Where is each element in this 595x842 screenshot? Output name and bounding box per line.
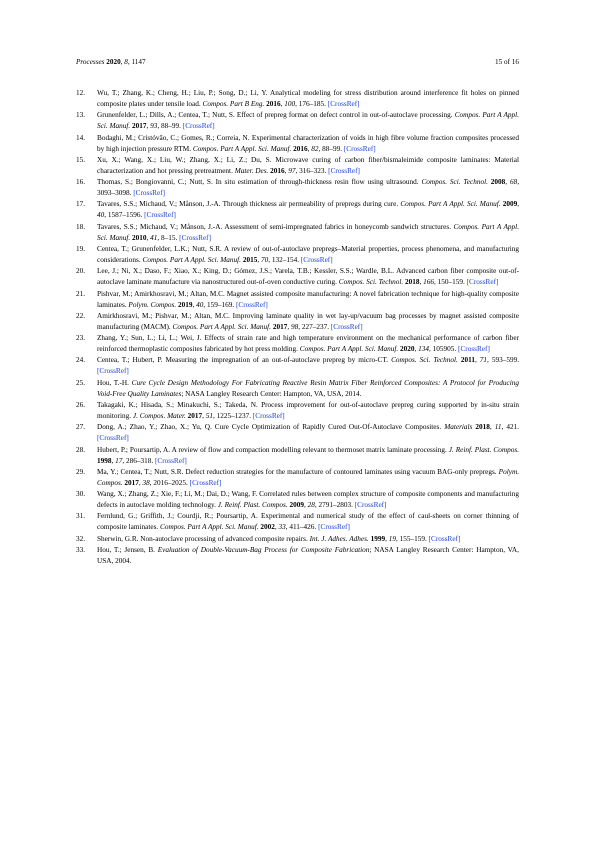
reference-text: Hubert, P.; Poursartip, A. A review of flow and compaction modelling relevant to thermoset matrix laminate processing.: [97, 445, 447, 454]
reference-list: [76, 88, 519, 567]
reference-number: 27.: [76, 423, 86, 432]
reference-volume: 41: [150, 233, 158, 242]
reference-number: 30.: [76, 490, 86, 499]
reference-journal: Compos. Part A Appl. Sci. Manuf.: [97, 111, 519, 131]
reference-journal: Compos. Sci. Technol.: [421, 178, 488, 187]
reference-number: 13.: [76, 111, 86, 120]
reference-text: Pishvar, M.; Amirkhosravi, M.; Altan, M.C. Magnet assisted composite manufacturing: A novel fabrication technique for high-quality composite laminates.: [97, 289, 519, 309]
reference-journal: Compos. Part A Appl. Sci. Manuf.: [142, 256, 241, 265]
reference-text: Tavares, S.S.; Michaud, V.; Månson, J.-A. Assessment of semi-impregnated fabrics in honeycomb sandwich structures.: [97, 222, 452, 231]
reference-year: 2020: [400, 345, 415, 354]
reference-pages: 8–15.: [161, 233, 178, 242]
reference-volume: 100: [284, 100, 296, 109]
reference-number: 14.: [76, 133, 86, 142]
reference-volume: 40: [97, 211, 105, 220]
reference-journal: Compos. Part A Appl. Sci. Manuf.: [299, 345, 399, 354]
reference-text: Xu, X.; Wang, X.; Liu, W.; Zhang, X.; Li, Z.; Du, S. Microwave curing of carbon fiber/bismaleimide composite laminates: Material characterization and hot pressing pretreatment.: [97, 155, 519, 175]
reference-pages: 593–599.: [491, 356, 520, 365]
reference-journal: Compos. Part A Appl. Sci. Manuf.: [400, 200, 501, 209]
reference-pages: 2791–2803.: [318, 501, 353, 510]
reference-year: 2017: [272, 322, 288, 331]
crossref-link[interactable]: [CrossRef]: [235, 300, 268, 309]
crossref-link[interactable]: [CrossRef]: [182, 122, 215, 131]
reference-text: Hou, T.-H.: [97, 378, 129, 387]
reference-item: 27. Dong, A.; Zhao, Y.; Zhao, X.; Yu, Q. Cure Cycle Optimization of Rapidly Cured Out-Of-Autoclave Composites. Materials 2018, 11, 421. [CrossRef]: [76, 423, 520, 443]
reference-item: 12. Wu, T.; Zhang, K.; Cheng, H.; Liu, P.; Song, D.; Li, Y. Analytical modeling for stress distribution around interference fit holes on pinned composite plates under tensile load. Compos. Part B Eng. 2016, 100, 176–185. [CrossRef]: [76, 89, 519, 109]
reference-year: 2016: [266, 100, 281, 109]
reference-year: 2017: [132, 122, 147, 131]
reference-item: 22. Amirkhosravi, M.; Pishvar, M.; Altan, M.C. Improving laminate quality in wet lay-up/vacuum bag processes by magnet assisted composite manufacturing (MACM). Compos. Part A Appl. Sci. Manuf. 2017, 98, 227–237. [CrossRef]: [76, 311, 519, 331]
reference-text: Wang, X.; Zhang, Z.; Xie, F.; Li, M.; Dai, D.; Wang, F. Correlated rules between complex structure of composite components and manufacturing defects in autoclave molding technology.: [97, 490, 519, 510]
reference-item: 23. Zhang, Y.; Sun, L.; Li, L.; Wei, J. Effects of strain rate and high temperature environment on the mechanical performance of carbon fiber reinforced thermoplastic composites fabricated by hot press molding. Compos. Part A Appl. Sci. Manuf. 2020, 134, 105905. [CrossRef]: [76, 334, 519, 354]
reference-publisher: ; NASA Langley Research Center: Hampton, VA, USA, 2004.: [97, 545, 519, 565]
reference-number: 15.: [76, 155, 86, 164]
reference-journal: Polym. Compos.: [97, 467, 520, 487]
reference-item: [76, 378, 519, 400]
reference-volume: 11: [494, 423, 502, 432]
reference-number: 25.: [76, 378, 86, 387]
reference-year: 2018: [404, 278, 420, 287]
reference-item: 24. Centea, T.; Hubert, P. Measuring the impregnation of an out-of-autoclave prepreg by micro-CT. Compos. Sci. Technol. 2011, 71, 593–599. [CrossRef]: [76, 356, 520, 376]
reference-number: 12.: [76, 89, 86, 97]
reference-pages: 150–159.: [437, 278, 465, 287]
crossref-link[interactable]: [CrossRef]: [330, 322, 363, 331]
reference-text: Grunenfelder, L.; Dills, A.; Centea, T.; Nutt, S. Effect of prepreg format on defect control in out-of-autoclave processing.: [97, 111, 453, 120]
reference-journal: J. Reinf. Plast. Compos.: [217, 501, 288, 510]
reference-year: 2017: [124, 478, 139, 487]
reference-item: 26. Takagaki, K.; Hisada, S.; Minakuchi, S.; Takeda, N. Process improvement for out-of-autoclave prepreg curing supported by in-situ strain monitoring. J. Compos. Mater. 2017, 51, 1225–1237. [CrossRef]: [76, 400, 519, 420]
crossref-link[interactable]: [CrossRef]: [327, 100, 360, 109]
crossref-link[interactable]: [CrossRef]: [318, 523, 350, 532]
reference-item: 29. Ma, Y.; Centea, T.; Nutt, S.R. Defect reduction strategies for the manufacture of contoured laminates using vacuum BAG-only prepregs. Polym. Compos. 2017, 38, 2016–2025. [CrossRef]: [76, 467, 520, 487]
reference-publisher: ; NASA Langley Research Center: Hampton, VA, USA, 2014.: [181, 389, 362, 398]
reference-year: 2010: [132, 233, 147, 242]
reference-number: 26.: [76, 400, 86, 409]
reference-year: 2016: [270, 166, 285, 175]
reference-item: 14. Bodaghi, M.; Cristóvão, C.; Gomes, R.; Correia, N. Experimental characterization of voids in high fibre volume fraction composites processed by high injection pressure RTM. Compos. Part A Appl. Sci. Manuf. 2016, 82, 88–99. [CrossRef]: [76, 133, 519, 153]
reference-item: 18. Tavares, S.S.; Michaud, V.; Månson, J.-A. Assessment of semi-impregnated fabrics in honeycomb sandwich structures. Compos. Part A Appl. Sci. Manuf. 2010, 41, 8–15. [CrossRef]: [76, 222, 520, 242]
reference-item: 19. Centea, T.; Grunenfelder, L.K.; Nutt, S.R. A review of out-of-autoclave prepregs–Material properties, process phenomena, and manufacturing considerations. Compos. Part A Appl. Sci. Manuf. 2015, 70, 132–154. [CrossRef]: [76, 244, 519, 265]
crossref-link[interactable]: [CrossRef]: [466, 278, 499, 287]
reference-item: 31. Fernlund, G.; Griffith, J.; Courdji, R.; Poursartip, A. Experimental and numerical study of the effect of caul-sheets on corner thinning of composite laminates. Compos. Part A Appl. Sci. Manuf. 2002, 33, 411–426. [CrossRef]: [76, 512, 519, 532]
reference-pages: 3093–3098.: [97, 189, 132, 198]
reference-year: 2008: [490, 178, 506, 187]
page-number: 15 of 16: [495, 58, 519, 66]
reference-journal: Materials: [444, 423, 473, 432]
reference-volume: 82: [311, 144, 319, 153]
crossref-link[interactable]: [CrossRef]: [252, 411, 285, 420]
reference-number: 22.: [76, 311, 86, 320]
reference-volume: 51: [205, 411, 214, 420]
journal-year: 2020: [106, 58, 121, 66]
reference-item: 32. Sherwin, G.R. Non-autoclave processing of advanced composite repairs. Int. J. Adhes. Adhes. 1999, 19, 155–159. [CrossRef]: [76, 534, 519, 545]
crossref-link[interactable]: [CrossRef]: [458, 345, 490, 354]
reference-number: 23.: [76, 334, 86, 343]
reference-text: Dong, A.; Zhao, Y.; Zhao, X.; Yu, Q. Cure Cycle Optimization of Rapidly Cured Out-Of-Autoclave Composites.: [97, 423, 442, 432]
reference-number: 28.: [76, 445, 86, 454]
reference-pages: 132–154.: [271, 256, 299, 265]
reference-year: 2011: [460, 356, 475, 365]
reference-item: 28. Hubert, P.; Poursartip, A. A review of flow and compaction modelling relevant to thermoset matrix laminate processing. J. Reinf. Plast. Compos. 1998, 17, 286–318. [CrossRef]: [76, 445, 519, 465]
reference-volume: 40: [196, 300, 204, 309]
reference-text: Hou, T.; Jensen, B.: [97, 545, 155, 554]
crossref-link[interactable]: [CrossRef]: [155, 456, 187, 465]
reference-journal: Compos. Sci. Technol.: [338, 278, 404, 287]
reference-year: 2009: [502, 200, 518, 209]
reference-year: 2015: [242, 256, 258, 265]
reference-year: 2009: [289, 501, 304, 510]
reference-number: 16.: [76, 178, 86, 187]
reference-number: 32.: [76, 534, 86, 543]
reference-title: Cure Cycle Design Methodology For Fabricating Reactive Resin Matrix Fiber Reinforced Composites: A Protocol for Producing Void-Free Quality Laminates: [97, 378, 520, 398]
reference-volume: 98: [290, 322, 299, 331]
reference-journal: Compos. Part B Eng.: [202, 100, 265, 109]
reference-volume: 68: [509, 178, 518, 187]
reference-pages: 1225–1237.: [216, 411, 252, 420]
reference-year: 2017: [187, 411, 203, 420]
reference-journal: Int. J. Adhes. Adhes.: [309, 534, 369, 543]
reference-volume: 17: [115, 456, 123, 465]
reference-text: Centea, T.; Grunenfelder, L.K.; Nutt, S.R. A review of out-of-autoclave prepregs–Material properties, process phenomena, and manufacturing considerations.: [97, 244, 519, 265]
reference-text: Thomas, S.; Bongiovanni, C.; Nutt, S. In situ estimation of through-thickness resin flow using ultrasound.: [97, 178, 419, 187]
reference-year: 1998: [97, 456, 112, 465]
reference-pages: 155–159.: [399, 534, 427, 543]
crossref-link[interactable]: [CrossRef]: [97, 434, 129, 443]
reference-volume: 19: [388, 534, 396, 543]
crossref-link[interactable]: [CrossRef]: [144, 211, 176, 220]
reference-text: Takagaki, K.; Hisada, S.; Minakuchi, S.; Takeda, N. Process improvement for out-of-autoclave prepreg curing supported by in-situ strain monitoring.: [97, 400, 519, 420]
reference-number: 33.: [76, 545, 86, 554]
reference-journal: Compos. Part A Appl. Sci. Manuf.: [97, 222, 520, 242]
reference-number: 21.: [76, 289, 86, 298]
reference-journal: Polym. Compos.: [128, 300, 177, 309]
crossref-link[interactable]: [CrossRef]: [354, 501, 387, 510]
reference-item: 30. Wang, X.; Zhang, Z.; Xie, F.; Li, M.; Dai, D.; Wang, F. Correlated rules between complex structure of composite components and manufacturing defects in autoclave molding technology. J. Reinf. Plast. Compos. 2009, 28, 2791–2803. [CrossRef]: [76, 490, 519, 510]
reference-pages: 2016–2025.: [153, 478, 188, 487]
reference-text: Zhang, Y.; Sun, L.; Li, L.; Wei, J. Effects of strain rate and high temperature environment on the mechanical performance of carbon fiber reinforced thermoplastic composites fabricated by hot press molding.: [97, 334, 519, 354]
reference-number: 24.: [76, 356, 86, 365]
reference-item: 13. Grunenfelder, L.; Dills, A.; Centea, T.; Nutt, S. Effect of prepreg format on defect control in out-of-autoclave processing. Compos. Part A Appl. Sci. Manuf. 2017, 93, 88–99. [CrossRef]: [76, 111, 519, 131]
reference-item: 15. Xu, X.; Wang, X.; Liu, W.; Zhang, X.; Li, Z.; Du, S. Microwave curing of carbon fiber/bismaleimide composite laminates: Material characterization and hot pressing pretreatment. Mater. Des. 2016, 97, 316–323. [CrossRef]: [76, 155, 519, 175]
reference-item: 17. Tavares, S.S.; Michaud, V.; Månson, J.-A. Through thickness air permeability of prepregs during cure. Compos. Part A Appl. Sci. Manuf. 2009, 40, 1587–1596. [CrossRef]: [76, 200, 520, 220]
reference-journal: J. Reinf. Plast. Compos.: [448, 445, 519, 454]
journal-name: Processes: [76, 58, 105, 66]
article-number: 1147: [131, 58, 146, 66]
reference-year: 2016: [293, 144, 308, 153]
reference-journal: Compos. Part A Appl. Sci. Manuf.: [160, 523, 259, 532]
reference-pages: 286–318.: [126, 456, 154, 465]
reference-journal: J. Compos. Mater.: [132, 411, 186, 420]
reference-year: 1999: [370, 534, 386, 543]
crossref-link[interactable]: [CrossRef]: [300, 256, 333, 265]
reference-volume: 38: [142, 478, 150, 487]
reference-year: 2019: [177, 300, 193, 309]
reference-text: Bodaghi, M.; Cristóvão, C.; Gomes, R.; Correia, N. Experimental characterization of voids in high fibre volume fraction composites processed by high injection pressure RTM.: [97, 133, 519, 153]
reference-number: 29.: [76, 467, 86, 476]
reference-volume: 28: [307, 501, 315, 510]
reference-pages: 88–99.: [161, 122, 181, 131]
reference-number: 20.: [76, 267, 86, 276]
reference-number: 17.: [76, 200, 86, 209]
running-header: Processes 2020, 8, 1147 15 of 16: [76, 58, 519, 66]
reference-journal: Compos. Part A Appl. Sci. Manuf.: [192, 144, 292, 153]
reference-journal: Mater. Des.: [234, 166, 269, 175]
reference-pages: 176–185.: [298, 100, 326, 109]
crossref-link[interactable]: [CrossRef]: [97, 367, 129, 376]
reference-volume: 134: [418, 345, 430, 354]
reference-pages: 411–426.: [289, 523, 317, 532]
reference-pages: 105905.: [432, 345, 457, 354]
reference-pages: 1587–1596.: [107, 211, 143, 220]
reference-year: 2002: [260, 523, 275, 532]
reference-item: [76, 545, 519, 567]
reference-volume: 93: [150, 122, 158, 131]
reference-item: 16. Thomas, S.; Bongiovanni, C.; Nutt, S. In situ estimation of through-thickness resin flow using ultrasound. Compos. Sci. Technol. 2008, 68, 3093–3098. [CrossRef]: [76, 178, 520, 198]
reference-journal: Compos. Sci. Technol.: [391, 356, 458, 365]
reference-number: 19.: [76, 244, 86, 253]
reference-volume: 71: [479, 356, 488, 365]
reference-number: 31.: [76, 512, 86, 521]
crossref-link[interactable]: [CrossRef]: [328, 166, 360, 175]
reference-volume: 33: [278, 523, 286, 532]
reference-pages: 159–169.: [206, 300, 235, 309]
reference-text: Tavares, S.S.; Michaud, V.; Månson, J.-A. Through thickness air permeability of prepregs during cure.: [97, 200, 399, 209]
reference-text: Lee, J.; Ni, X.; Daso, F.; Xiao, X.; King, D.; Gómez, J.S.; Varela, T.B.; Kessler, S.S.; Wardle, B.L. Advanced carbon fiber composite out-of-autoclave laminate manufacture via nanostructured out-of-oven conductive curing.: [97, 267, 519, 287]
reference-pages: 421.: [506, 423, 520, 432]
reference-text: Wu, T.; Zhang, K.; Cheng, H.; Liu, P.; Song, D.; Li, Y. Analytical modeling for stress distribution around interference fit holes on pinned composite plates under tensile load.: [97, 89, 519, 109]
reference-pages: 316–323.: [299, 166, 327, 175]
crossref-link[interactable]: [CrossRef]: [179, 233, 211, 242]
reference-item: 20. Lee, J.; Ni, X.; Daso, F.; Xiao, X.; King, D.; Gómez, J.S.; Varela, T.B.; Kessler, S.S.; Wardle, B.L. Advanced carbon fiber composite out-of-autoclave laminate manufacture via nanostructured out-of-oven conductive curing. Compos. Sci. Technol. 2018, 166, 150–159. [CrossRef]: [76, 267, 519, 287]
reference-journal: Compos. Part A Appl. Sci. Manuf.: [172, 322, 271, 331]
reference-item: 21. Pishvar, M.; Amirkhosravi, M.; Altan, M.C. Magnet assisted composite manufacturing: A novel fabrication technique for high-quality composite laminates. Polym. Compos. 2019, 40, 159–169. [CrossRef]: [76, 289, 519, 309]
reference-title: Evaluation of Double-Vacuum-Bag Process for Composite Fabrication: [157, 545, 370, 554]
reference-volume: 70: [260, 256, 269, 265]
crossref-link[interactable]: [CrossRef]: [189, 478, 222, 487]
reference-text: Ma, Y.; Centea, T.; Nutt, S.R. Defect reduction strategies for the manufacture of contoured laminates using vacuum BAG-only prepregs.: [97, 467, 497, 476]
reference-volume: 97: [288, 166, 296, 175]
journal-volume: 8: [124, 58, 128, 66]
reference-text: Fernlund, G.; Griffith, J.; Courdji, R.; Poursartip, A. Experimental and numerical study of the effect of caul-sheets on corner thinning of composite laminates.: [97, 512, 519, 532]
crossref-link[interactable]: [CrossRef]: [133, 189, 166, 198]
reference-text: Sherwin, G.R. Non-autoclave processing of advanced composite repairs.: [97, 534, 308, 543]
reference-year: 2018: [475, 423, 490, 432]
reference-volume: 166: [423, 278, 434, 287]
reference-text: Centea, T.; Hubert, P. Measuring the impregnation of an out-of-autoclave prepreg by micro-CT.: [97, 356, 389, 365]
crossref-link[interactable]: [CrossRef]: [428, 534, 461, 543]
reference-text: Amirkhosravi, M.; Pishvar, M.; Altan, M.C. Improving laminate quality in wet lay-up/vacuum bag processes by magnet assisted composite manufacturing (MACM).: [97, 311, 519, 331]
reference-number: 18.: [76, 222, 86, 231]
crossref-link[interactable]: [CrossRef]: [343, 144, 376, 153]
reference-pages: 88–99.: [322, 144, 343, 153]
reference-pages: 227–237.: [301, 322, 329, 331]
